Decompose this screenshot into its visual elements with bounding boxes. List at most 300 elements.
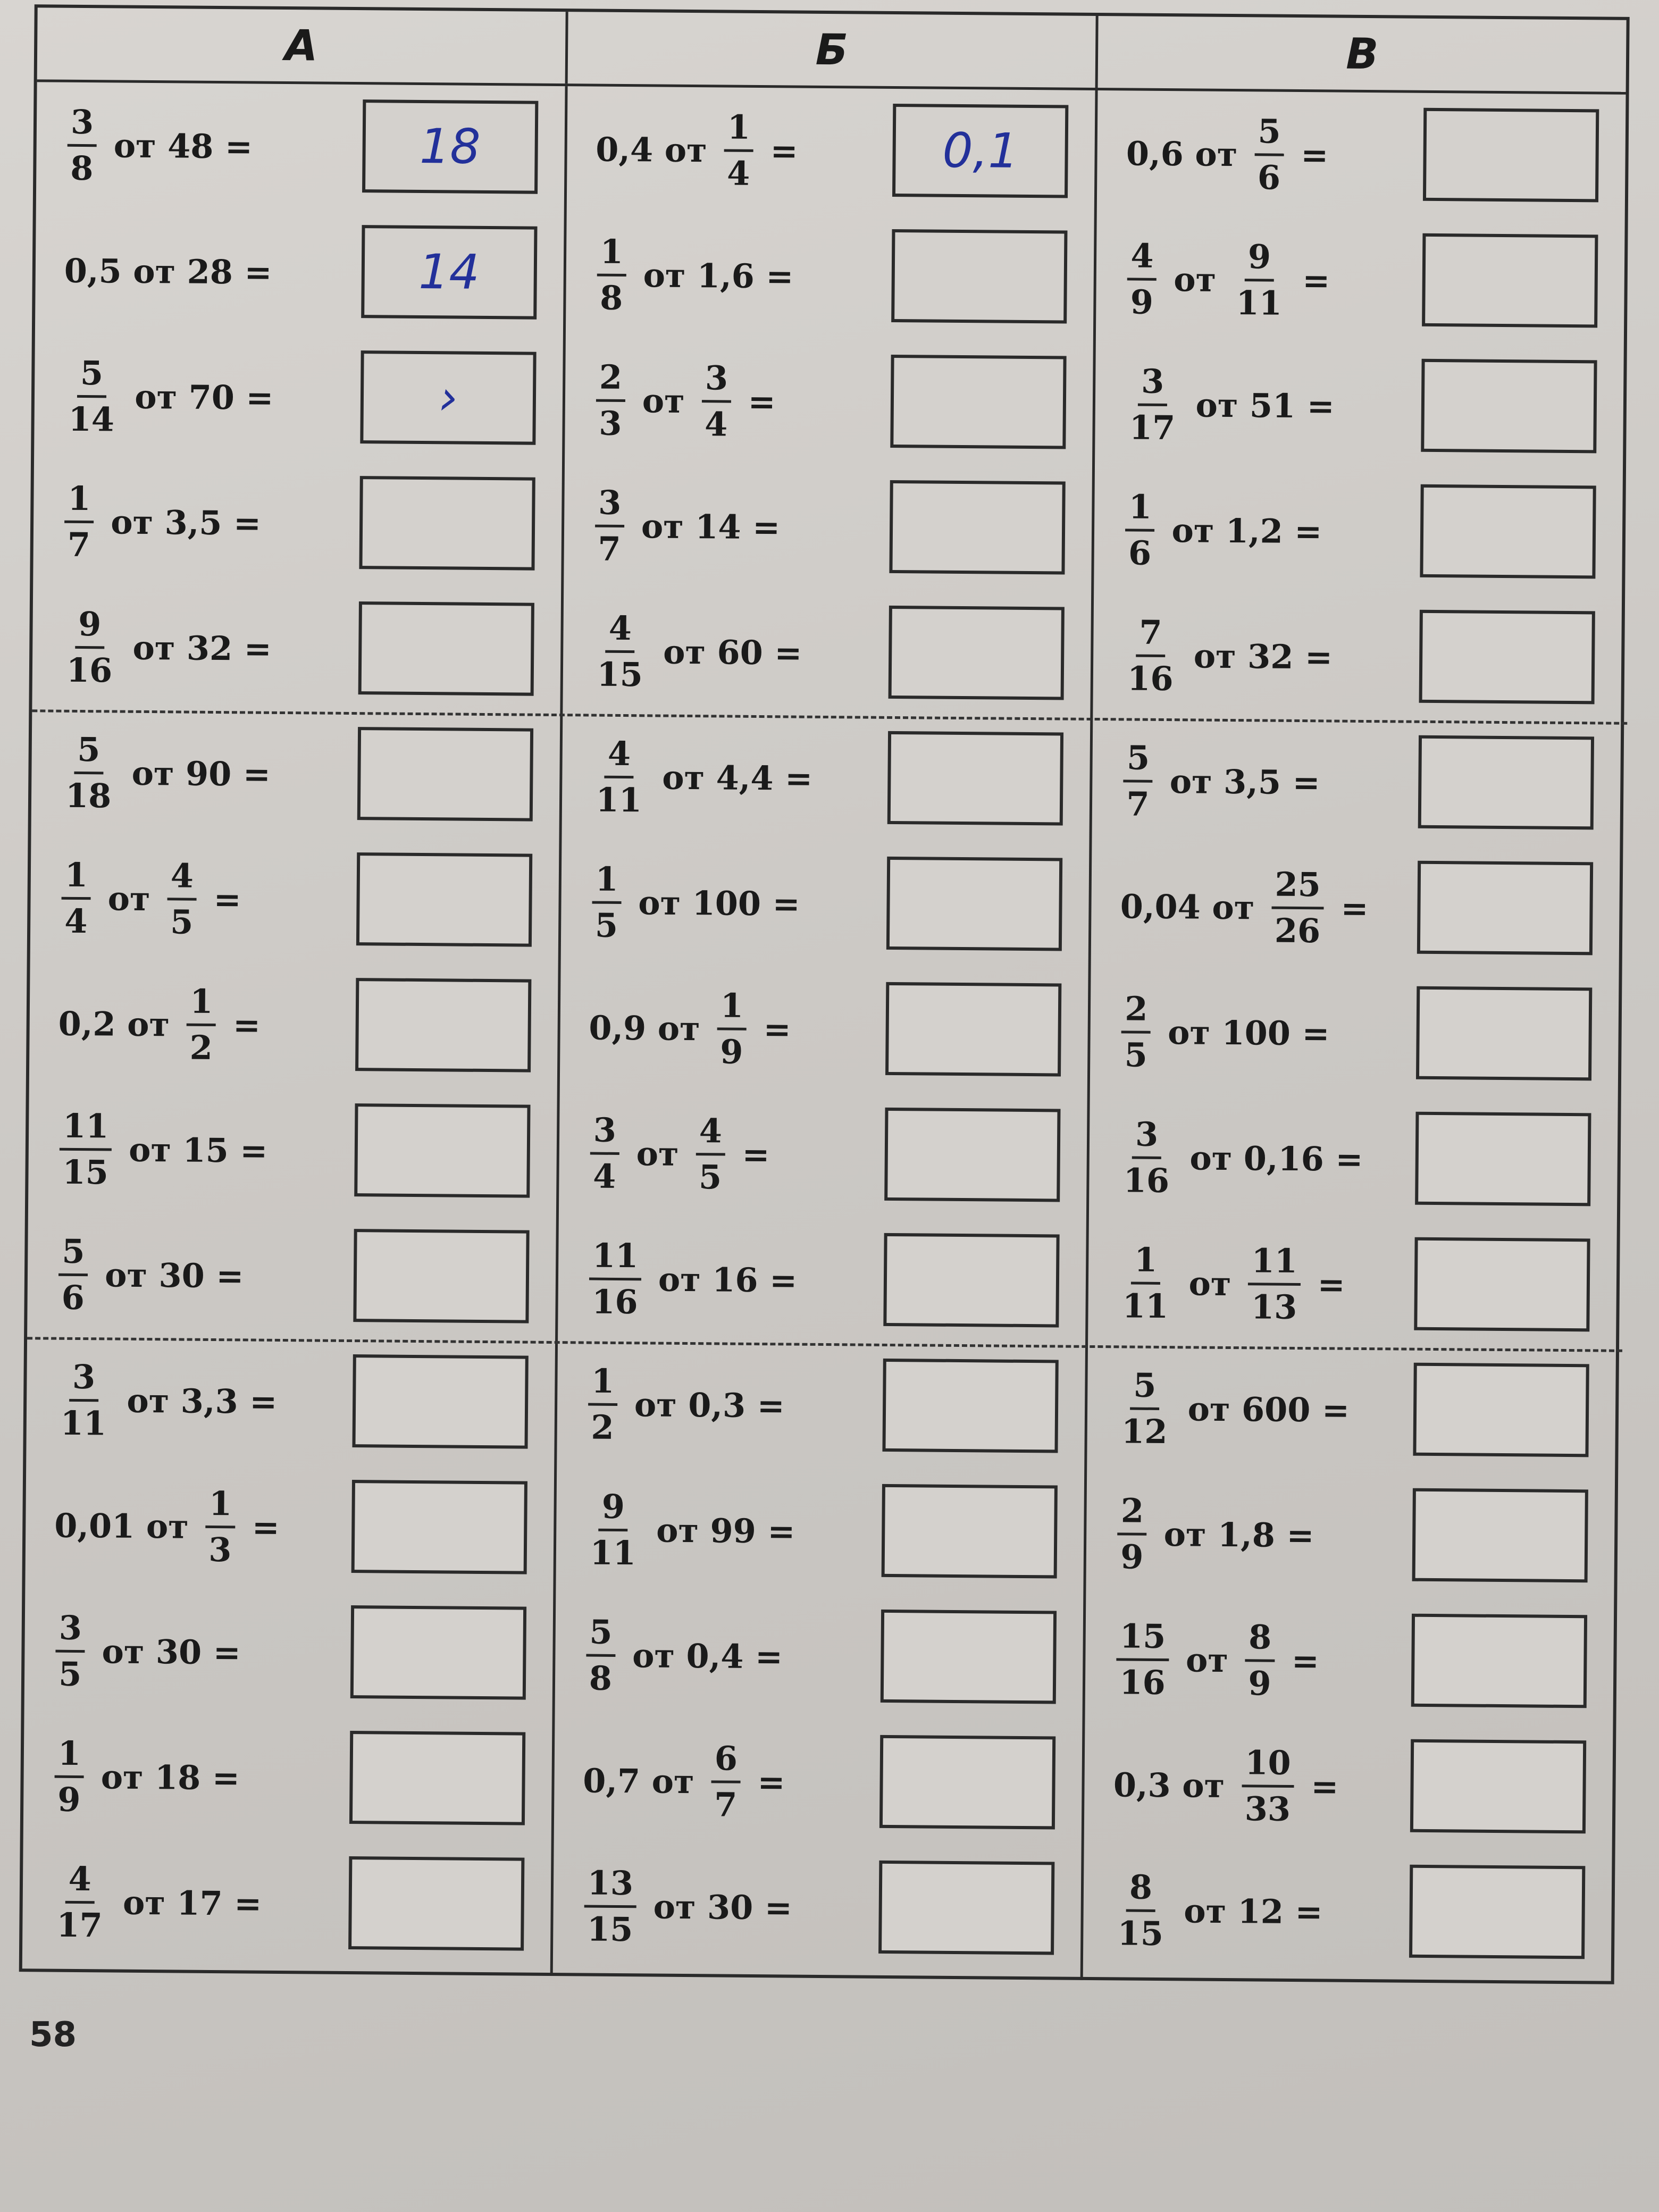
- fraction-denominator: 5: [594, 906, 618, 945]
- expression-text: от 70 =: [134, 377, 274, 417]
- fraction-denominator: 3: [599, 404, 622, 443]
- fraction: [711, 1738, 741, 1824]
- exercise-row: [1087, 1345, 1616, 1475]
- fraction-numerator: 3: [1132, 1118, 1162, 1159]
- answer-box[interactable]: [1422, 233, 1598, 328]
- fraction-numerator: 1: [55, 1737, 85, 1778]
- expression-text: =: [1311, 1766, 1339, 1806]
- exercise-row: [32, 584, 560, 714]
- expression-text: от 51 =: [1195, 385, 1335, 426]
- expression-text: от 17 =: [122, 1883, 262, 1923]
- table-body: [22, 82, 1626, 1984]
- fraction: [1233, 237, 1285, 323]
- answer-box[interactable]: [352, 1354, 528, 1449]
- fraction-denominator: 16: [1123, 1160, 1170, 1200]
- exercise-row: [1092, 718, 1621, 848]
- exercise-expression: [53, 584, 279, 711]
- fraction-denominator: 33: [1244, 1789, 1291, 1829]
- fraction-denominator: 2: [591, 1407, 614, 1447]
- exercise-row: [33, 458, 562, 588]
- exercise-expression: [1112, 843, 1376, 971]
- expression-text: от 32 =: [132, 628, 272, 668]
- answer-box[interactable]: [356, 852, 532, 947]
- exercise-row: [29, 960, 558, 1090]
- expression-text: 0,9 от: [589, 1008, 700, 1048]
- table-header: [37, 7, 1627, 94]
- expression-text: от 14 =: [641, 506, 781, 547]
- expression-text: от: [642, 381, 685, 421]
- answer-box[interactable]: [890, 480, 1066, 575]
- fraction-numerator: 3: [595, 486, 625, 527]
- fraction-numerator: 4: [1127, 239, 1157, 280]
- column-b: [552, 86, 1098, 1980]
- exercise-expression: [1104, 1847, 1330, 1974]
- fraction: [1117, 1490, 1147, 1577]
- exercise-row: [1085, 1596, 1614, 1726]
- answer-box[interactable]: [1412, 1488, 1588, 1583]
- exercise-expression: [1115, 467, 1330, 594]
- expression-text: от 1,2 =: [1171, 510, 1322, 551]
- fraction-denominator: 5: [698, 1157, 722, 1196]
- fraction: [586, 1487, 639, 1572]
- fraction: [53, 1859, 106, 1945]
- exercise-expression: [578, 1341, 793, 1468]
- fraction: [1127, 236, 1157, 322]
- fraction-numerator: 5: [1254, 115, 1284, 156]
- expression-text: от 12 =: [1184, 1891, 1323, 1931]
- exercise-expression: [584, 588, 810, 715]
- answer-box[interactable]: [1416, 986, 1592, 1081]
- exercise-row: [563, 588, 1091, 718]
- fraction: [594, 483, 624, 568]
- exercise-row: [34, 333, 563, 463]
- fraction: [1120, 1115, 1173, 1200]
- exercise-expression: [44, 1839, 270, 1966]
- fraction-numerator: 1: [592, 862, 622, 903]
- fraction: [1114, 1867, 1167, 1953]
- exercise-row: [566, 212, 1094, 341]
- fraction-numerator: 15: [1117, 1620, 1169, 1661]
- exercise-expression: [1117, 216, 1338, 343]
- fraction: [59, 1106, 112, 1192]
- fraction-numerator: 3: [68, 105, 97, 146]
- exercise-row: [564, 463, 1092, 592]
- fraction-denominator: 3: [208, 1530, 232, 1569]
- exercise-row: [558, 1216, 1086, 1345]
- answer-box[interactable]: [891, 229, 1067, 324]
- fraction-denominator: 6: [1128, 533, 1152, 573]
- fraction-denominator: 15: [1117, 1913, 1164, 1953]
- expression-text: от 30 =: [102, 1631, 241, 1672]
- expression-text: 0,7 от: [582, 1761, 694, 1801]
- fraction-denominator: 11: [1122, 1286, 1169, 1326]
- fraction-denominator: 6: [1257, 157, 1281, 197]
- exercise-row: [559, 1090, 1087, 1220]
- fraction-denominator: 7: [714, 1784, 738, 1824]
- fraction-denominator: 7: [67, 525, 91, 564]
- fraction: [167, 856, 197, 942]
- fraction: [717, 985, 747, 1071]
- answer-box[interactable]: 14: [361, 225, 537, 320]
- fraction-numerator: 5: [1130, 1369, 1160, 1410]
- fraction: [596, 357, 625, 443]
- fraction-denominator: 15: [62, 1152, 109, 1192]
- fraction: [65, 353, 118, 439]
- fraction-denominator: 11: [596, 780, 642, 819]
- fraction-denominator: 17: [56, 1905, 103, 1945]
- expression-text: =: [748, 382, 776, 421]
- fraction-numerator: 9: [75, 607, 105, 648]
- fraction-numerator: 1: [206, 1487, 236, 1528]
- expression-text: от: [107, 878, 150, 918]
- exercise-expression: [53, 710, 279, 837]
- exercise-row: [565, 337, 1093, 467]
- expression-text: =: [1302, 261, 1330, 300]
- fraction-denominator: 11: [60, 1403, 107, 1443]
- expression-text: от 0,3 =: [634, 1385, 785, 1425]
- fraction: [592, 859, 622, 945]
- fraction: [1116, 1616, 1169, 1702]
- expression-text: от 18 =: [100, 1757, 240, 1797]
- answer-box[interactable]: [350, 1605, 526, 1700]
- fraction-numerator: 6: [711, 1742, 741, 1783]
- exercise-row: [1091, 843, 1620, 973]
- expression-text: от 60 =: [663, 632, 802, 673]
- answer-box[interactable]: [883, 1359, 1059, 1453]
- fraction-denominator: 9: [719, 1032, 743, 1071]
- fraction-numerator: 8: [1245, 1621, 1275, 1662]
- fraction-numerator: 8: [1126, 1871, 1156, 1912]
- fraction: [1126, 362, 1179, 447]
- fraction-numerator: 5: [58, 1235, 88, 1276]
- fraction-numerator: 13: [584, 1866, 636, 1908]
- answer-box[interactable]: [357, 727, 533, 822]
- exercise-expression: [1113, 718, 1328, 845]
- exercise-row: [22, 1839, 551, 1968]
- fraction-numerator: 10: [1242, 1746, 1294, 1788]
- exercise-table: [19, 4, 1630, 1984]
- expression-text: 0,2 от: [58, 1004, 170, 1044]
- answer-box[interactable]: [884, 1108, 1060, 1202]
- exercise-row: [1083, 1847, 1612, 1977]
- answer-box[interactable]: [879, 1735, 1055, 1830]
- fraction-denominator: 16: [1127, 658, 1174, 698]
- answer-box[interactable]: [878, 1861, 1054, 1955]
- answer-box[interactable]: [881, 1610, 1057, 1704]
- answer-box[interactable]: [354, 1103, 530, 1198]
- fraction-denominator: 4: [592, 1157, 616, 1196]
- answer-box[interactable]: [355, 978, 531, 1073]
- fraction-numerator: 5: [586, 1615, 616, 1656]
- fraction: [590, 1110, 619, 1196]
- exercise-row: [1093, 592, 1622, 722]
- answer-box[interactable]: [886, 857, 1062, 951]
- fraction: [1245, 1617, 1275, 1703]
- answer-box[interactable]: [885, 982, 1061, 1077]
- fraction-denominator: 13: [1251, 1287, 1297, 1327]
- fraction-denominator: 9: [1248, 1663, 1271, 1703]
- fraction: [63, 604, 116, 690]
- fraction: [1254, 111, 1284, 197]
- fraction-numerator: 4: [605, 611, 635, 652]
- fraction-numerator: 4: [65, 1862, 95, 1903]
- fraction-numerator: 3: [1138, 365, 1168, 406]
- column-v: [1083, 90, 1626, 1984]
- fraction: [592, 734, 645, 819]
- answer-box[interactable]: [358, 601, 534, 696]
- exercise-row: [35, 207, 564, 337]
- fraction-denominator: 2: [189, 1028, 213, 1067]
- fraction: [1271, 865, 1324, 950]
- expression-text: =: [213, 879, 241, 919]
- fraction-denominator: 7: [1126, 784, 1150, 824]
- expression-text: от 32 =: [1193, 636, 1333, 676]
- expression-text: 0,5 от 28 =: [64, 251, 272, 292]
- fraction-numerator: 3: [55, 1611, 85, 1652]
- expression-text: от 99 =: [656, 1511, 795, 1551]
- exercise-expression: [575, 1717, 793, 1845]
- fraction-numerator: 1: [597, 235, 626, 276]
- expression-text: от 1,6 =: [643, 255, 794, 296]
- fraction-numerator: 11: [1248, 1244, 1301, 1286]
- answer-box[interactable]: [882, 1484, 1058, 1579]
- fraction-numerator: 4: [696, 1115, 725, 1155]
- expression-text: от 3,5 =: [1169, 761, 1320, 802]
- answer-box[interactable]: [351, 1480, 527, 1574]
- answer-box[interactable]: [1419, 610, 1595, 705]
- exercise-row: [24, 1588, 553, 1717]
- exercise-expression: [576, 1592, 791, 1719]
- fraction-denominator: 11: [590, 1533, 636, 1572]
- exercise-row: [30, 835, 559, 965]
- expression-text: =: [763, 1009, 791, 1049]
- expression-text: =: [770, 131, 798, 171]
- fraction-denominator: 11: [1236, 283, 1283, 323]
- fraction-numerator: 5: [77, 356, 107, 397]
- exercise-expression: [1105, 1722, 1346, 1849]
- exercise-row: [1084, 1722, 1613, 1851]
- fraction-denominator: 12: [1121, 1411, 1168, 1451]
- expression-text: от 100 =: [1167, 1012, 1330, 1053]
- fraction: [57, 1357, 110, 1443]
- answer-box[interactable]: [1415, 1112, 1591, 1206]
- expression-text: =: [232, 1005, 261, 1045]
- expression-text: =: [757, 1762, 785, 1802]
- fraction-numerator: 4: [167, 859, 197, 900]
- fraction-denominator: 6: [61, 1278, 85, 1317]
- exercise-row: [23, 1713, 552, 1843]
- fraction: [67, 102, 97, 188]
- expression-text: от 0,16 =: [1189, 1138, 1363, 1179]
- fraction-numerator: 3: [590, 1113, 619, 1154]
- exercise-expression: [56, 208, 280, 335]
- exercise-expression: [1118, 90, 1336, 217]
- fraction-denominator: 17: [1129, 407, 1176, 447]
- answer-box[interactable]: [1420, 484, 1596, 579]
- fraction-denominator: 18: [65, 776, 112, 815]
- fraction: [64, 479, 94, 564]
- answer-box[interactable]: [1413, 1363, 1589, 1457]
- expression-text: от 48 =: [113, 125, 253, 166]
- fraction: [724, 107, 753, 193]
- answer-box[interactable]: ›: [360, 350, 536, 445]
- exercise-row: [28, 1086, 557, 1216]
- answer-box[interactable]: [887, 731, 1063, 826]
- answer-box[interactable]: [348, 1856, 524, 1951]
- expression-text: 0,4 от: [596, 130, 707, 170]
- fraction-numerator: 4: [605, 737, 634, 778]
- expression-text: от: [1188, 1263, 1231, 1303]
- fraction: [593, 608, 646, 694]
- expression-text: от 4,4 =: [662, 758, 813, 798]
- fraction-numerator: 1: [724, 111, 754, 152]
- fraction-denominator: 4: [64, 901, 88, 941]
- exercise-row: [559, 965, 1088, 1094]
- exercise-row: [554, 1717, 1082, 1847]
- exercise-expression: [55, 333, 281, 460]
- exercise-expression: [45, 1714, 248, 1841]
- exercise-row: [1095, 341, 1623, 471]
- expression-text: 0,04 от: [1120, 886, 1255, 927]
- fraction-numerator: 1: [717, 989, 747, 1030]
- fraction: [701, 358, 731, 444]
- exercise-expression: [583, 714, 820, 841]
- fraction-numerator: 1: [187, 985, 216, 1026]
- exercise-row: [1096, 216, 1624, 346]
- fraction: [1248, 1241, 1301, 1327]
- fraction-numerator: 11: [60, 1109, 112, 1151]
- fraction: [588, 1361, 617, 1447]
- answer-box[interactable]: [891, 355, 1067, 449]
- fraction-denominator: 9: [57, 1780, 81, 1819]
- fraction: [55, 1608, 85, 1694]
- fraction-denominator: 8: [589, 1658, 613, 1698]
- answer-box[interactable]: [1411, 1614, 1587, 1708]
- expression-text: от 600 =: [1187, 1389, 1350, 1430]
- expression-text: =: [1317, 1264, 1345, 1304]
- fraction-numerator: 25: [1271, 868, 1324, 909]
- exercise-expression: [46, 1463, 287, 1590]
- exercise-expression: [577, 1467, 803, 1594]
- exercise-row: [26, 1337, 555, 1467]
- exercise-expression: [574, 1843, 800, 1970]
- fraction: [1118, 1365, 1171, 1451]
- fraction-numerator: 1: [64, 482, 94, 523]
- fraction-denominator: 9: [1130, 282, 1154, 322]
- fraction: [58, 1231, 88, 1317]
- answer-box[interactable]: 0,1: [892, 104, 1068, 198]
- column-header-v: В: [1345, 29, 1379, 79]
- fraction: [186, 982, 216, 1067]
- fraction: [205, 1484, 235, 1569]
- column-header-b: Б: [567, 12, 1099, 88]
- exercise-expression: [587, 212, 802, 339]
- exercise-expression: [1111, 969, 1337, 1096]
- exercise-expression: [1109, 1220, 1353, 1347]
- answer-box[interactable]: [1409, 1865, 1585, 1959]
- exercise-expression: [1108, 1471, 1322, 1598]
- answer-box[interactable]: [349, 1731, 525, 1825]
- expression-text: от 90 =: [131, 753, 271, 794]
- fraction-numerator: 9: [1245, 240, 1275, 281]
- fraction-denominator: 14: [68, 399, 115, 439]
- fraction: [589, 1236, 641, 1321]
- fraction-numerator: 1: [588, 1364, 618, 1405]
- column-a: [22, 82, 568, 1976]
- exercise-expression: [46, 1588, 249, 1715]
- answer-box[interactable]: [359, 476, 535, 571]
- exercise-expression: [51, 961, 269, 1088]
- fraction-numerator: 5: [74, 733, 104, 774]
- expression-text: от 16 =: [658, 1260, 798, 1300]
- fraction: [62, 730, 115, 815]
- exercise-row: [560, 839, 1089, 969]
- expression-text: 0,3 от: [1113, 1765, 1225, 1805]
- fraction-denominator: 7: [598, 529, 621, 568]
- answer-box[interactable]: [889, 606, 1065, 700]
- exercise-expression: [48, 1212, 252, 1339]
- expression-text: от 15 =: [128, 1130, 268, 1170]
- exercise-row: [557, 1341, 1085, 1471]
- fraction-denominator: 16: [592, 1282, 638, 1321]
- expression-text: 0,6 от: [1126, 133, 1238, 174]
- fraction: [1125, 487, 1155, 573]
- answer-box[interactable]: [1410, 1739, 1586, 1834]
- answer-box[interactable]: [1421, 359, 1597, 454]
- exercise-expression: [1110, 1094, 1371, 1222]
- fraction-numerator: 1: [1125, 490, 1155, 531]
- answer-box[interactable]: [1417, 861, 1593, 956]
- fraction: [584, 1863, 636, 1949]
- exercise-expression: [1109, 1345, 1358, 1473]
- expression-text: от 30 =: [104, 1255, 244, 1295]
- fraction: [61, 855, 91, 941]
- expression-text: =: [252, 1507, 280, 1547]
- expression-text: от: [1173, 259, 1217, 299]
- exercise-expression: [57, 82, 261, 210]
- fraction-numerator: 2: [1118, 1494, 1147, 1535]
- fraction-denominator: 5: [170, 902, 194, 942]
- answer-box[interactable]: [1418, 735, 1594, 830]
- exercise-expression: [581, 965, 799, 1092]
- exercise-expression: [580, 1090, 778, 1217]
- fraction: [597, 232, 626, 317]
- expression-text: от 100 =: [638, 883, 800, 924]
- fraction: [586, 1612, 616, 1698]
- exercise-expression: [579, 1216, 805, 1343]
- exercise-row: [555, 1592, 1083, 1722]
- exercise-expression: [1116, 341, 1342, 468]
- fraction-denominator: 16: [1119, 1662, 1166, 1702]
- expression-text: от: [1185, 1640, 1229, 1680]
- answer-box[interactable]: 18: [362, 99, 538, 194]
- fraction-denominator: 15: [597, 655, 643, 694]
- fraction: [1242, 1742, 1294, 1829]
- answer-box[interactable]: [353, 1229, 529, 1323]
- exercise-row: [1090, 969, 1619, 1099]
- answer-box[interactable]: [884, 1233, 1060, 1328]
- answer-box[interactable]: [1423, 108, 1599, 203]
- fraction-numerator: 9: [598, 1490, 628, 1531]
- fraction-denominator: 8: [70, 148, 94, 188]
- fraction-numerator: 1: [62, 858, 91, 899]
- fraction-denominator: 4: [726, 154, 750, 193]
- answer-box[interactable]: [1414, 1237, 1590, 1332]
- expression-text: от 30 =: [653, 1887, 793, 1928]
- fraction: [54, 1733, 84, 1819]
- fraction-denominator: 9: [1120, 1537, 1144, 1577]
- exercise-row: [1088, 1220, 1616, 1350]
